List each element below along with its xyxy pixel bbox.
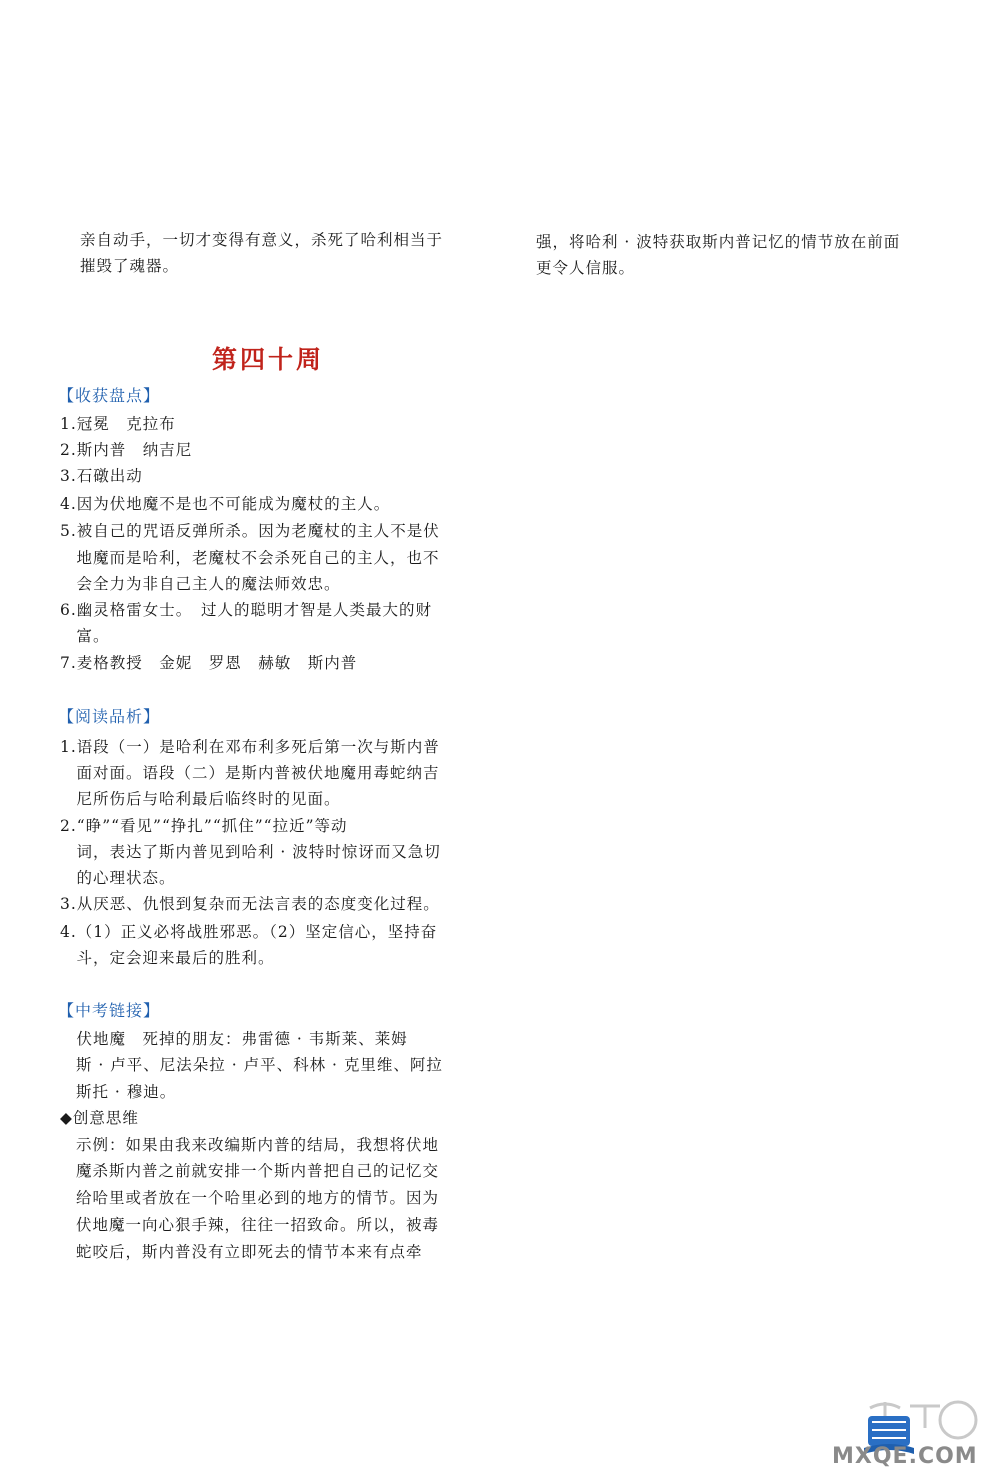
harvest-heading: 【收获盘点】 (58, 386, 161, 405)
reading-line: 斗，定会迎来最后的胜利。 (60, 949, 275, 967)
exam-line: 示例：如果由我来改编斯内普的结局，我想将伏地 (76, 1136, 440, 1154)
exam-heading: 【中考链接】 (58, 1001, 161, 1020)
exam-line: 伏地魔 死掉的朋友：弗雷德 · 韦斯莱、莱姆 (60, 1030, 408, 1048)
exam-line: 魔杀斯内普之前就安排一个斯内普把自己的记忆交 (76, 1162, 440, 1180)
harvest-line: 会全力为非自己主人的魔法师效忠。 (60, 575, 341, 593)
exam-line: 伏地魔一向心狠手辣，往往一招致命。所以，被毒 (76, 1216, 440, 1234)
harvest-line: 4.因为伏地魔不是也不可能成为魔杖的主人。 (60, 495, 391, 513)
reading-line: 2.“睁”“看见”“挣扎”“抓住”“拉近”等动 (60, 817, 348, 835)
harvest-line: 7.麦格教授 金妮 罗恩 赫敏 斯内普 (60, 654, 358, 672)
reading-line: 的心理状态。 (60, 869, 176, 887)
reading-line: 面对面。语段（二）是斯内普被伏地魔用毒蛇纳吉 (60, 764, 440, 782)
reading-line: 词，表达了斯内普见到哈利 · 波特时惊讶而又急切 (60, 843, 441, 861)
exam-line: 蛇咬后，斯内普没有立即死去的情节本来有点牵 (76, 1243, 423, 1261)
harvest-line: 5.被自己的咒语反弹所杀。因为老魔杖的主人不是伏 (60, 522, 440, 540)
harvest-line: 3.石礅出动 (60, 467, 143, 485)
exam-line: 给哈里或者放在一个哈里必到的地方的情节。因为 (76, 1189, 440, 1207)
reading-line: 尼所伤后与哈利最后临终时的见面。 (60, 790, 341, 808)
text-line: 亲自动手，一切才变得有意义，杀死了哈利相当于 (80, 231, 444, 249)
text-line: 强，将哈利 · 波特获取斯内普记忆的情节放在前面 (536, 233, 901, 251)
reading-heading: 【阅读品析】 (58, 707, 161, 726)
harvest-line: 富。 (60, 627, 110, 645)
harvest-line: 1.冠冕 克拉布 (60, 415, 176, 433)
text-line: 更令人信服。 (536, 259, 636, 277)
exam-line: 斯托 · 穆迪。 (76, 1083, 177, 1101)
reading-line: 1.语段（一）是哈利在邓布利多死后第一次与斯内普 (60, 738, 440, 756)
week-title: 第四十周 (212, 345, 325, 374)
text-line: 摧毁了魂器。 (80, 257, 180, 275)
creative-thinking-heading: ◆创意思维 (60, 1109, 139, 1127)
harvest-line: 2.斯内普 纳吉尼 (60, 441, 193, 459)
reading-line: 3.从厌恶、仇恨到复杂而无法言表的态度变化过程。 (60, 895, 440, 913)
harvest-line: 6.幽灵格雷女士。 过人的聪明才智是人类最大的财 (60, 601, 433, 619)
reading-line: 4.（1）正义必将战胜邪恶。（2）坚定信心，坚持奋 (60, 923, 438, 941)
exam-line: 斯 · 卢平、尼法朵拉 · 卢平、科林 · 克里维、阿拉 (76, 1056, 443, 1074)
harvest-line: 地魔而是哈利，老魔杖不会杀死自己的主人，也不 (60, 549, 440, 567)
watermark-text: MXQE.COM (832, 1444, 978, 1469)
